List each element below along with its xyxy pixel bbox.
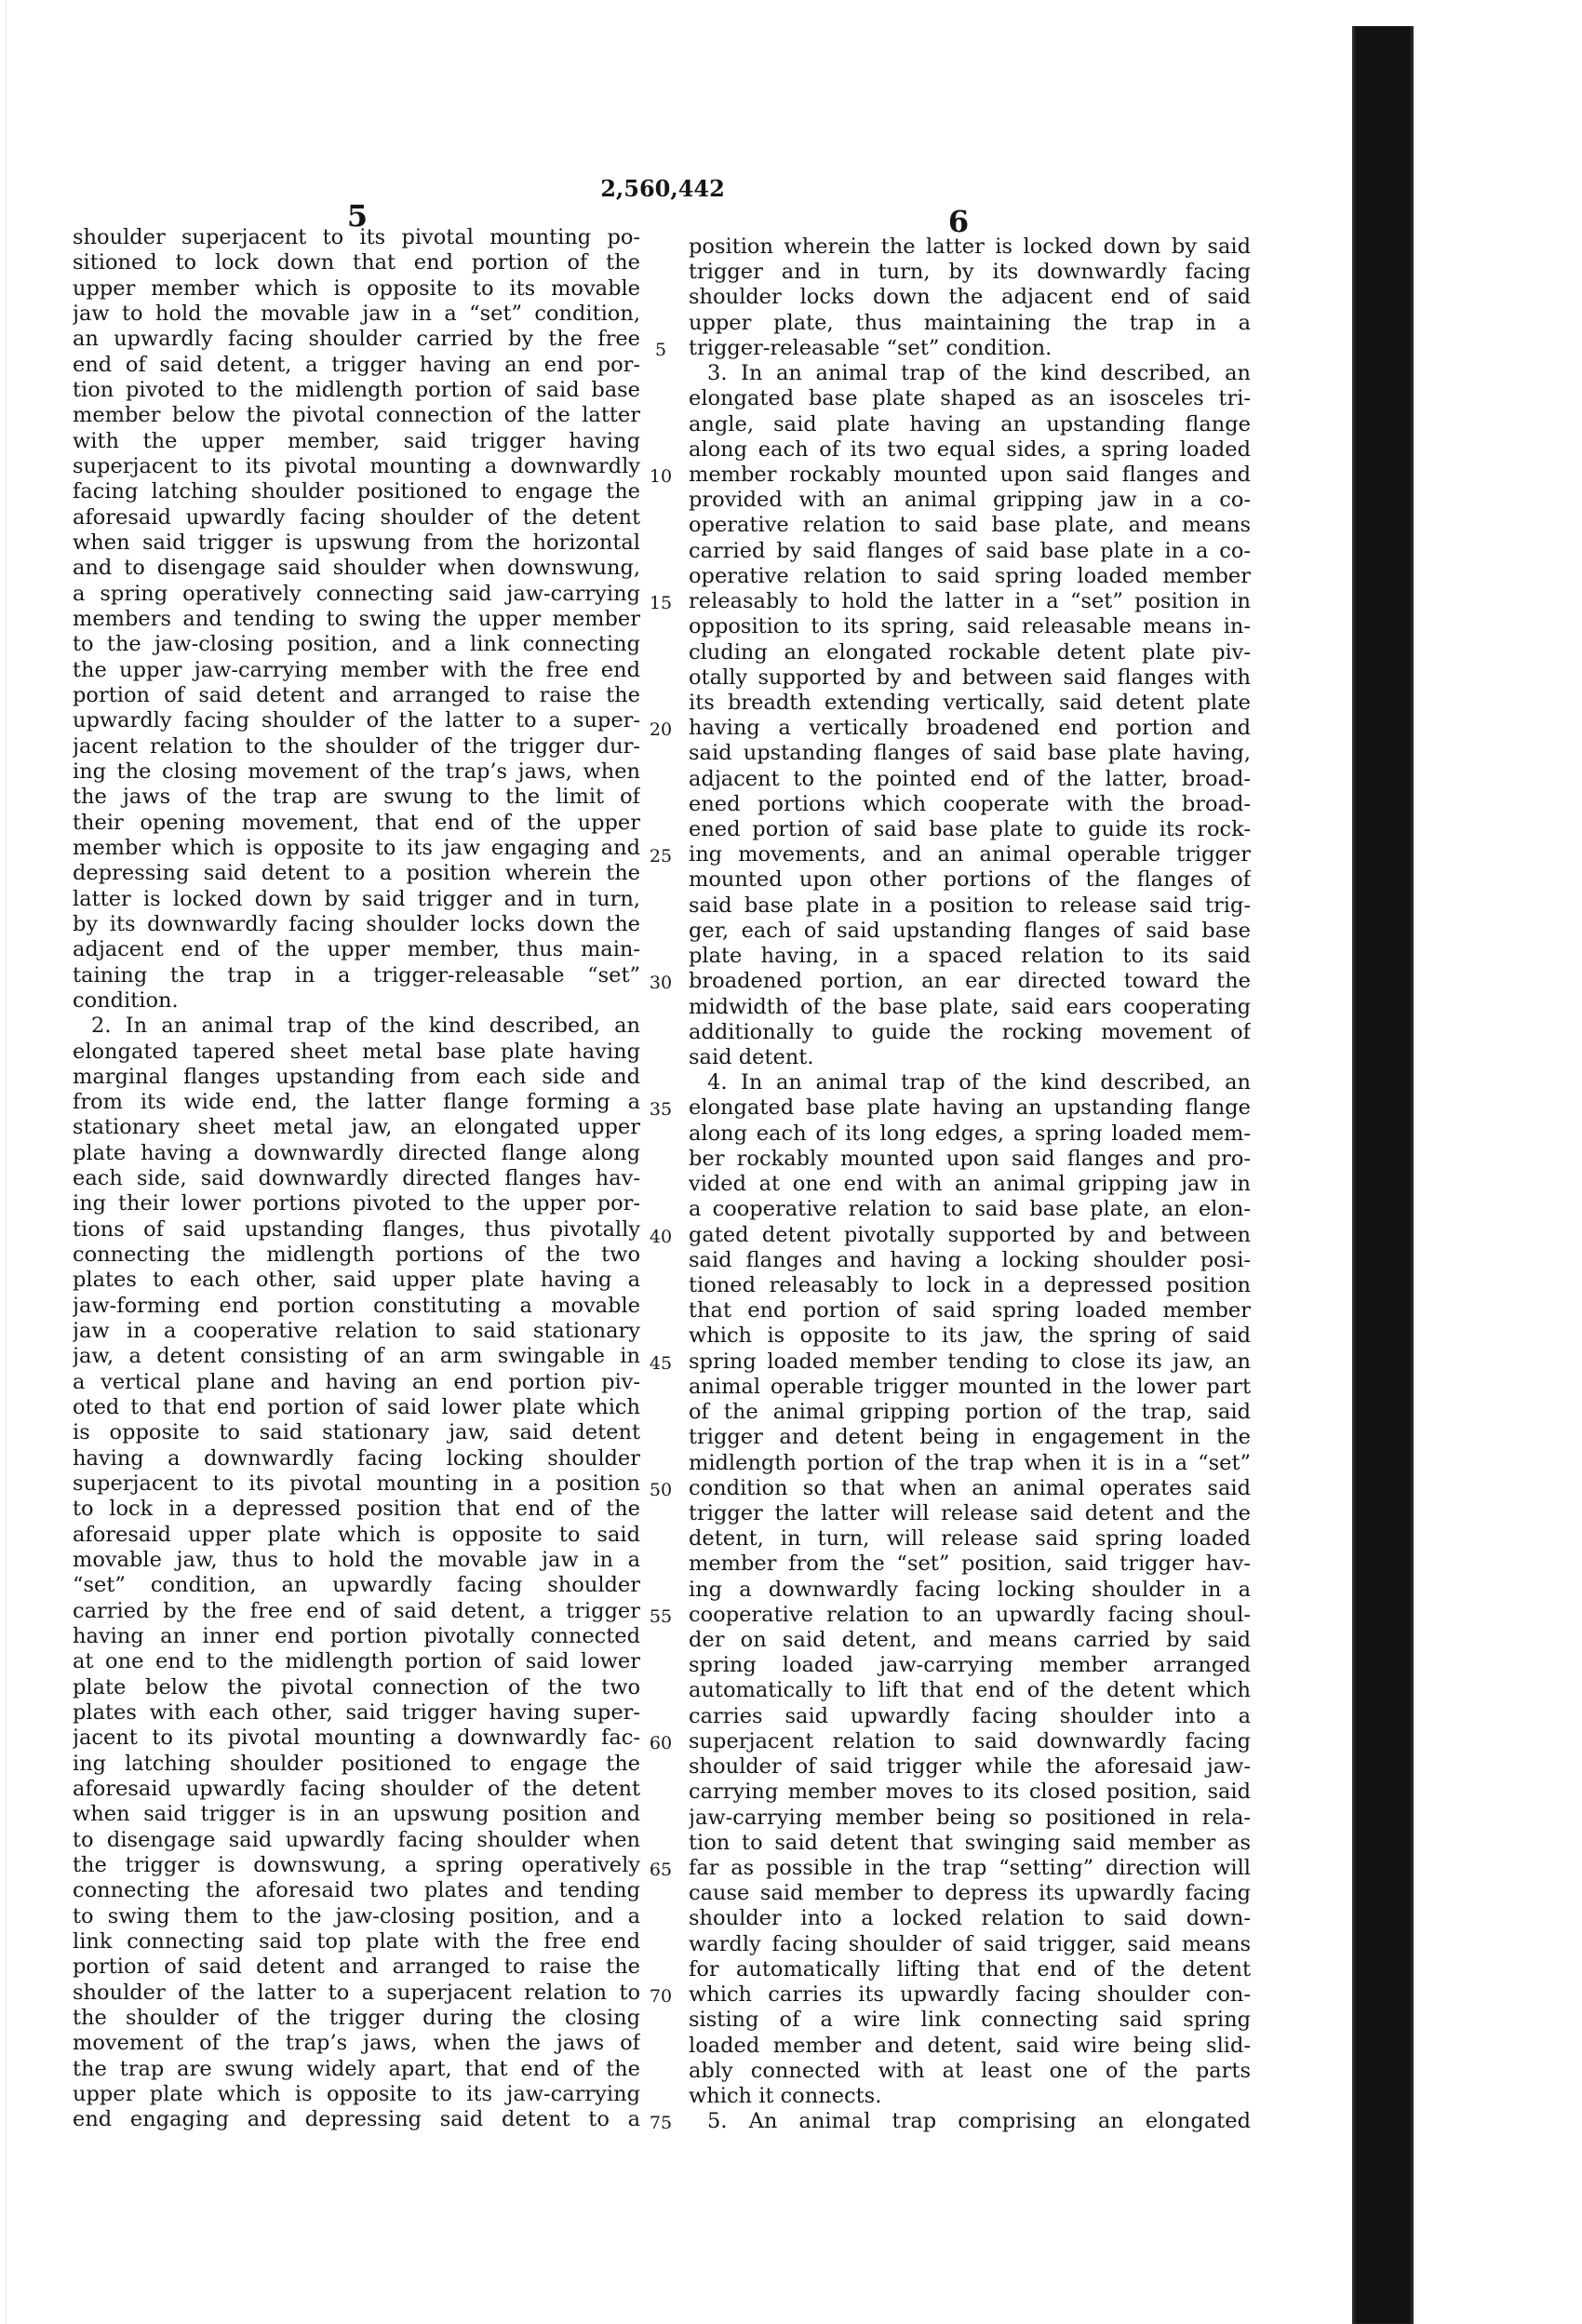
- text-line: jaw-carrying member being so positioned in rela-: [689, 1805, 1251, 1830]
- text-line: angle, said plate having an upstanding flange: [689, 411, 1251, 437]
- text-line: upwardly facing shoulder of the latter to a super-: [73, 708, 640, 733]
- text-line: vided at one end with an animal gripping jaw in: [689, 1172, 1251, 1197]
- text-line: trigger the latter will release said detent and the: [689, 1500, 1251, 1525]
- text-line: broadened portion, an ear directed toward the: [689, 969, 1251, 994]
- text-line: jaw in a cooperative relation to said stationary: [73, 1319, 640, 1344]
- text-line: superjacent relation to said downwardly facing: [689, 1728, 1251, 1753]
- text-line: aforesaid upwardly facing shoulder of the detent: [73, 504, 640, 530]
- text-line: portion of said detent and arranged to raise the: [73, 682, 640, 707]
- text-line: opposition to its spring, said releasable means in-: [689, 614, 1251, 639]
- text-line: plates with each other, said trigger having super-: [73, 1700, 640, 1726]
- text-line: mounted upon other portions of the flanges of: [689, 867, 1251, 893]
- text-line: marginal flanges upstanding from each side and: [73, 1064, 640, 1089]
- margin-line-number: 70: [649, 1986, 673, 2008]
- margin-line-number: 60: [649, 1732, 673, 1753]
- text-line: to lock in a depressed position that end of the: [73, 1497, 640, 1522]
- text-line: upper plate, thus maintaining the trap in a: [689, 310, 1251, 335]
- text-line: tion to said detent that swinging said member as: [689, 1830, 1251, 1855]
- text-line: to the jaw-closing position, and a link connecting: [73, 632, 640, 657]
- text-line: ing the closing movement of the trap’s jaws, when: [73, 759, 640, 784]
- text-line: their opening movement, that end of the upper: [73, 810, 640, 835]
- text-line: loaded member and detent, said wire being slid-: [689, 2033, 1251, 2058]
- text-line: otally supported by and between said flanges with: [689, 665, 1251, 690]
- text-line: midlength portion of the trap when it is in a “set”: [689, 1450, 1251, 1475]
- text-line: elongated base plate shaped as an isosceles tri-: [689, 386, 1251, 411]
- text-line: ened portions which cooperate with the broad-: [689, 791, 1251, 816]
- margin-line-numbers: [640, 236, 681, 2144]
- text-line: for automatically lifting that end of the detent: [689, 1956, 1251, 1981]
- claim-paragraph: [689, 361, 1251, 1070]
- text-line: gated detent pivotally supported by and between: [689, 1222, 1251, 1247]
- text-line: ing a downwardly facing locking shoulder in a: [689, 1577, 1251, 1602]
- text-line: spring loaded jaw-carrying member arranged: [689, 1653, 1251, 1678]
- text-line: plate having a downwardly directed flange along: [73, 1140, 640, 1165]
- text-line: stationary sheet metal jaw, an elongated upper: [73, 1115, 640, 1140]
- text-line: along each of its two equal sides, a spring loaded: [689, 437, 1251, 462]
- text-line: that end portion of said spring loaded member: [689, 1298, 1251, 1323]
- text-line: adjacent to the pointed end of the latter, broad-: [689, 766, 1251, 791]
- text-line: depressing said detent to a position wherein the: [73, 861, 640, 886]
- text-line: having a vertically broadened end portion and: [689, 716, 1251, 741]
- margin-line-number: 65: [649, 1860, 673, 1881]
- text-line: releasably to hold the latter in a “set” position in: [689, 589, 1251, 614]
- text-line: ing movements, and an animal operable trigger: [689, 842, 1251, 867]
- text-line: carried by the free end of said detent, a trigger: [73, 1598, 640, 1623]
- text-line: elongated tapered sheet metal base plate having: [73, 1039, 640, 1064]
- text-line: link connecting said top plate with the free end: [73, 1928, 640, 1954]
- text-line: when said trigger is in an upswung position and: [73, 1802, 640, 1827]
- text-line: animal operable trigger mounted in the lower part: [689, 1374, 1251, 1399]
- margin-line-number: 10: [649, 465, 673, 487]
- text-line: ing latching shoulder positioned to engage the: [73, 1751, 640, 1776]
- text-line: carried by said flanges of said base plate in a co-: [689, 538, 1251, 563]
- text-line: elongated base plate having an upstanding flange: [689, 1095, 1251, 1121]
- text-line: end of said detent, a trigger having an end por-: [73, 352, 640, 377]
- text-line: from its wide end, the latter flange forming a: [73, 1090, 640, 1115]
- text-line: movement of the trap’s jaws, when the jaws of: [73, 2031, 640, 2056]
- patent-number: 2,560,442: [600, 175, 725, 202]
- text-line: which is opposite to its jaw, the spring of said: [689, 1323, 1251, 1349]
- margin-line-number: 30: [649, 973, 673, 994]
- column-number-left: 5: [346, 198, 369, 234]
- text-line: a cooperative relation to said base plate, an elon-: [689, 1197, 1251, 1222]
- text-line: jaw-forming end portion constituting a movable: [73, 1293, 640, 1318]
- text-line: jaw, a detent consisting of an arm swingable in: [73, 1344, 640, 1369]
- text-line: member below the pivotal connection of the latter: [73, 403, 640, 428]
- text-line: and to disengage said shoulder when downswung,: [73, 556, 640, 581]
- text-line: movable jaw, thus to hold the movable jaw in a: [73, 1548, 640, 1573]
- text-line: sisting of a wire link connecting said spring: [689, 2008, 1251, 2033]
- text-line: of the animal gripping portion of the trap, said: [689, 1400, 1251, 1425]
- text-line: facing latching shoulder positioned to engage the: [73, 479, 640, 504]
- text-line: a vertical plane and having an end portion piv-: [73, 1369, 640, 1394]
- text-line: a spring operatively connecting said jaw-carrying: [73, 581, 640, 606]
- text-line: adjacent end of the upper member, thus main-: [73, 937, 640, 962]
- right-text-column: [689, 235, 1251, 2134]
- text-line: superjacent to its pivotal mounting a downwardly: [73, 453, 640, 478]
- text-line: which it connects.: [689, 2083, 882, 2108]
- text-line: spring loaded member tending to close its jaw, an: [689, 1349, 1251, 1374]
- text-line: along each of its long edges, a spring loaded mem-: [689, 1121, 1251, 1146]
- text-line: trigger and in turn, by its downwardly facing: [689, 260, 1251, 285]
- text-line: jacent relation to the shoulder of the trigger dur-: [73, 733, 640, 759]
- margin-line-number: 75: [649, 2113, 673, 2134]
- text-line: ened portion of said base plate to guide its rock-: [689, 817, 1251, 842]
- text-line: latter is locked down by said trigger and in turn,: [73, 886, 640, 911]
- text-line: at one end to the midlength portion of said lower: [73, 1649, 640, 1674]
- text-line: said flanges and having a locking shoulder posi-: [689, 1247, 1251, 1272]
- claim-paragraph: [73, 225, 640, 1014]
- text-line: jaw to hold the movable jaw in a “set” condition,: [73, 301, 640, 326]
- text-line: end engaging and depressing said detent to a: [73, 2107, 640, 2132]
- claim-paragraph: [73, 1014, 640, 2132]
- text-line: shoulder of the latter to a superjacent relation to: [73, 1980, 640, 2005]
- text-line: is opposite to said stationary jaw, said detent: [73, 1420, 640, 1445]
- text-line: 5. An animal trap comprising an elongated: [707, 2109, 1251, 2134]
- text-line: aforesaid upper plate which is opposite to said: [73, 1522, 640, 1547]
- text-line: plates to each other, said upper plate having a: [73, 1268, 640, 1293]
- text-line: said base plate in a position to release said trig-: [689, 893, 1251, 918]
- text-line: trigger and detent being in engagement in the: [689, 1425, 1251, 1450]
- text-line: having a downwardly facing locking shoulder: [73, 1445, 640, 1471]
- text-line: tioned releasably to lock in a depressed position: [689, 1272, 1251, 1297]
- text-line: when said trigger is upswung from the horizontal: [73, 530, 640, 555]
- text-line: said detent.: [689, 1045, 814, 1069]
- text-line: additionally to guide the rocking movement of: [689, 1019, 1251, 1044]
- scan-edge-bar: [1352, 26, 1414, 2324]
- text-line: aforesaid upwardly facing shoulder of the detent: [73, 1777, 640, 1802]
- margin-line-number: 45: [649, 1352, 673, 1374]
- text-line: 3. In an animal trap of the kind described, an: [707, 361, 1251, 386]
- text-line: condition so that when an animal operates said: [689, 1475, 1251, 1500]
- text-line: superjacent to its pivotal mounting in a position: [73, 1471, 640, 1497]
- text-line: portion of said detent and arranged to raise the: [73, 1955, 640, 1980]
- text-line: midwidth of the base plate, said ears cooperating: [689, 994, 1251, 1019]
- margin-line-number: 50: [649, 1479, 673, 1500]
- text-line: the shoulder of the trigger during the closing: [73, 2005, 640, 2030]
- text-line: oted to that end portion of said lower plate which: [73, 1395, 640, 1420]
- text-line: taining the trap in a trigger-releasable “set”: [73, 962, 640, 987]
- text-line: shoulder locks down the adjacent end of said: [689, 285, 1251, 310]
- claim-paragraph: [689, 235, 1251, 361]
- text-line: carries said upwardly facing shoulder into a: [689, 1703, 1251, 1728]
- text-line: der on said detent, and means carried by said: [689, 1628, 1251, 1653]
- text-line: each side, said downwardly directed flanges hav-: [73, 1166, 640, 1191]
- text-line: by its downwardly facing shoulder locks down the: [73, 911, 640, 936]
- text-line: tions of said upstanding flanges, thus pivotally: [73, 1216, 640, 1242]
- margin-line-number: 35: [649, 1099, 673, 1121]
- text-line: upper member which is opposite to its movable: [73, 275, 640, 301]
- text-line: tion pivoted to the midlength portion of said base: [73, 377, 640, 402]
- text-line: to disengage said upwardly facing shoulder when: [73, 1827, 640, 1852]
- text-line: sitioned to lock down that end portion of the: [73, 250, 640, 275]
- text-line: carrying member moves to its closed position, said: [689, 1780, 1251, 1805]
- text-line: having an inner end portion pivotally connected: [73, 1624, 640, 1649]
- text-line: cluding an elongated rockable detent plate piv-: [689, 639, 1251, 665]
- text-line: member rockably mounted upon said flanges and: [689, 462, 1251, 487]
- text-line: member from the “set” position, said trigger hav-: [689, 1552, 1251, 1577]
- text-line: plate below the pivotal connection of the two: [73, 1674, 640, 1699]
- text-line: the upper jaw-carrying member with the free end: [73, 657, 640, 682]
- margin-line-number: 20: [649, 719, 673, 741]
- text-line: operative relation to said base plate, and means: [689, 513, 1251, 538]
- text-line: ably connected with at least one of the parts: [689, 2058, 1251, 2083]
- text-line: member which is opposite to its jaw engaging and: [73, 835, 640, 860]
- text-line: members and tending to swing the upper member: [73, 606, 640, 631]
- text-line: “set” condition, an upwardly facing shoulder: [73, 1573, 640, 1598]
- margin-line-number: 55: [649, 1605, 673, 1627]
- claim-paragraph: [689, 2109, 1251, 2134]
- text-line: plate having, in a spaced relation to its said: [689, 944, 1251, 969]
- text-line: the trigger is downswung, a spring operatively: [73, 1853, 640, 1877]
- margin-line-number: 25: [649, 846, 673, 867]
- text-line: its breadth extending vertically, said detent plate: [689, 690, 1251, 715]
- margin-line-number: 5: [654, 339, 667, 360]
- text-line: with the upper member, said trigger having: [73, 428, 640, 453]
- text-line: said upstanding flanges of said base plate having,: [689, 741, 1251, 766]
- text-line: connecting the aforesaid two plates and tending: [73, 1878, 640, 1903]
- text-line: 4. In an animal trap of the kind described, an: [707, 1070, 1251, 1095]
- text-line: ger, each of said upstanding flanges of said base: [689, 918, 1251, 943]
- text-line: cooperative relation to an upwardly facing shoul-: [689, 1602, 1251, 1627]
- text-line: condition.: [73, 987, 179, 1013]
- text-line: automatically to lift that end of the detent which: [689, 1678, 1251, 1703]
- claim-paragraph: [689, 1070, 1251, 2109]
- text-line: an upwardly facing shoulder carried by the free: [73, 327, 640, 352]
- column-number-right: 6: [947, 204, 970, 239]
- text-line: the trap are swung widely apart, that end of the: [73, 2056, 640, 2081]
- text-line: cause said member to depress its upwardly facing: [689, 1881, 1251, 1906]
- text-line: ber rockably mounted upon said flanges and pro-: [689, 1146, 1251, 1171]
- text-line: the jaws of the trap are swung to the limit of: [73, 785, 640, 810]
- text-line: wardly facing shoulder of said trigger, said means: [689, 1931, 1251, 1956]
- text-line: shoulder of said trigger while the aforesaid jaw-: [689, 1754, 1251, 1780]
- text-line: ing their lower portions pivoted to the upper por-: [73, 1191, 640, 1216]
- text-line: far as possible in the trap “setting” direction will: [689, 1856, 1251, 1880]
- text-line: connecting the midlength portions of the two: [73, 1243, 640, 1268]
- margin-line-number: 40: [649, 1226, 673, 1247]
- text-line: provided with an animal gripping jaw in a co-: [689, 488, 1251, 513]
- text-line: jacent to its pivotal mounting a downwardly fac-: [73, 1726, 640, 1751]
- text-line: trigger-releasable “set” condition.: [689, 335, 1052, 360]
- text-line: operative relation to said spring loaded member: [689, 563, 1251, 588]
- text-line: which carries its upwardly facing shoulder con-: [689, 1982, 1251, 2008]
- left-text-column: [73, 225, 640, 2133]
- text-line: shoulder superjacent to its pivotal mounting po-: [73, 225, 640, 249]
- text-line: 2. In an animal trap of the kind described, an: [91, 1014, 640, 1039]
- text-line: detent, in turn, will release said spring loaded: [689, 1526, 1251, 1552]
- text-line: position wherein the latter is locked down by said: [689, 235, 1251, 259]
- margin-line-number: 15: [649, 593, 673, 614]
- scan-margin-line: [6, 0, 7, 2324]
- text-line: shoulder into a locked relation to said down-: [689, 1906, 1251, 1931]
- text-line: to swing them to the jaw-closing position, and a: [73, 1903, 640, 1928]
- text-line: upper plate which is opposite to its jaw-carrying: [73, 2081, 640, 2106]
